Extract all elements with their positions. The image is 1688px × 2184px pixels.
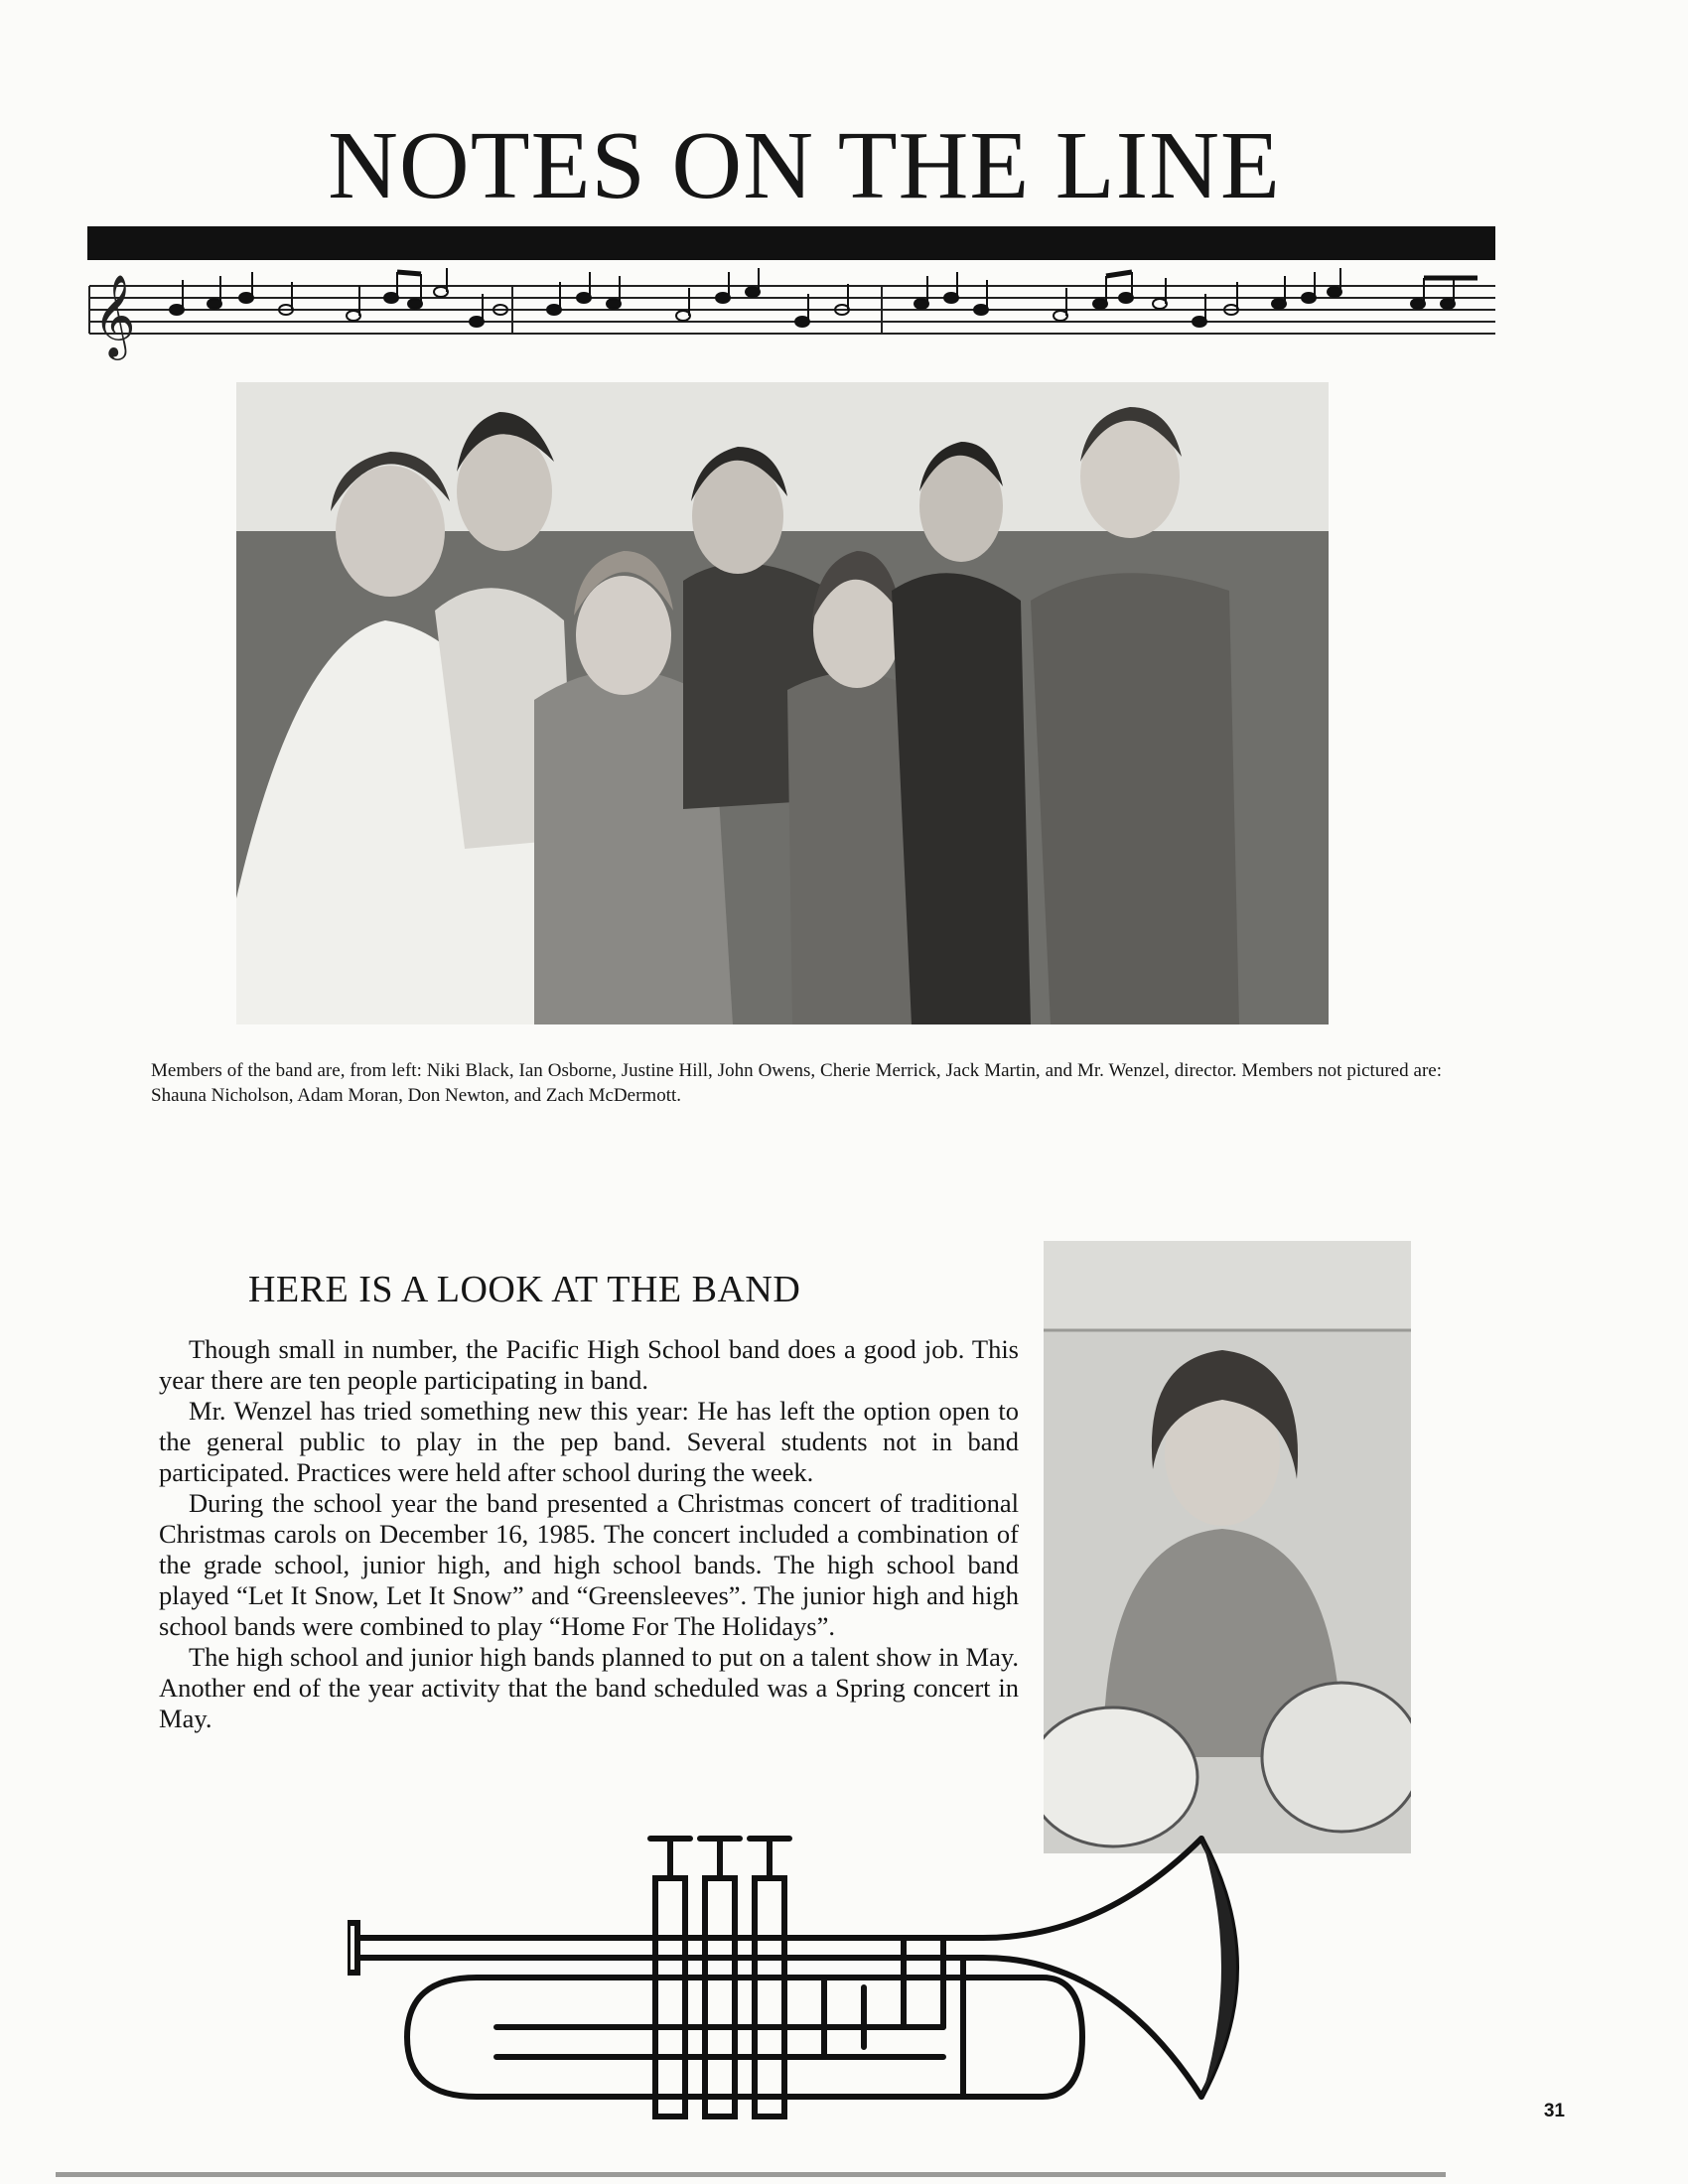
article-heading: HERE IS A LOOK AT THE BAND: [248, 1269, 801, 1310]
article-paragraph: Though small in number, the Pacific High School band does a good job. This year there are ten people participating in band.: [159, 1334, 1019, 1395]
trumpet-icon: [348, 1799, 1340, 2141]
band-group-photo: [236, 382, 1329, 1024]
photo-caption: Members of the band are, from left: Niki Black, Ian Osborne, Justine Hill, John Owens, Cherie Merrick, Jack Martin, and Mr. Wenzel, director. Members not pictured are: Shauna Nicholson, Adam Moran, Don Newton, and Zach McDermott.: [151, 1060, 1442, 1106]
music-staff-icon: [87, 264, 1497, 363]
article-paragraph: Mr. Wenzel has tried something new this year: He has left the option open to the general public to play in the pep band. Several students not in band participated. Practices were held after school during the week.: [159, 1396, 1019, 1487]
article-paragraph: During the school year the band presented a Christmas concert of traditional Christmas carols on December 16, 1985. The concert included a combination of the grade school, junior high, and high school bands. The high school band played “Let It Snow, Let It Snow” and “Greensleeves”. The junior high and high school bands were combined to play “Home For The Holidays”.: [159, 1488, 1019, 1641]
bottom-rule: [56, 2172, 1446, 2177]
page-number: 31: [1543, 2101, 1565, 2121]
article-body: [159, 1334, 1019, 1734]
treble-clef-icon: 𝄞: [93, 273, 136, 356]
drummer-photo: [1044, 1241, 1411, 1853]
page-title: NOTES ON THE LINE: [328, 112, 1281, 219]
article-paragraph: The high school and junior high bands planned to put on a talent show in May. Another end of the year activity that the band scheduled was a Spring concert in May.: [159, 1642, 1019, 1733]
title-rule: [87, 226, 1495, 260]
